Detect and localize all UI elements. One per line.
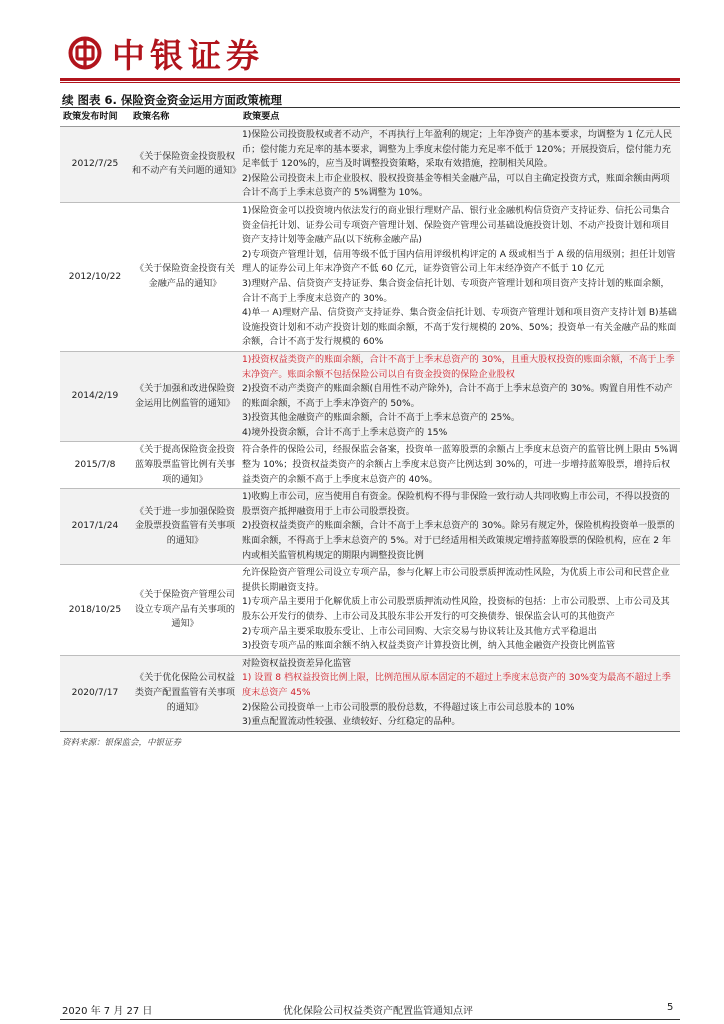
table-title: 续 图表 6. 保险资金资金运用方面政策梳理 — [62, 93, 282, 107]
policy-point: 2)投资不动产类资产的账面余额(自用性不动产除外)，合计不高于上季末总资产的 30%。购置自用性不动产的账面余额，不高于上季末净资产的 50%。 — [242, 384, 673, 409]
policy-point: 1)保险资金可以投资境内依法发行的商业银行理财产品、银行业金融机构信贷资产支持证券、信托公司集合资金信托计划、证券公司专项资产管理计划、保险资产管理公司基础设施投资计划、不动产投资计划和项目资产支持计划等金融产品(以下统称金融产品) — [242, 205, 670, 246]
policy-points — [240, 351, 680, 442]
header-divider — [60, 78, 680, 81]
footer-date: 2020 年 7 月 27 日 — [62, 1006, 153, 1017]
column-header-date: 政策发布时间 — [60, 109, 130, 127]
policy-date: 2014/2/19 — [60, 351, 130, 442]
table-row — [60, 655, 680, 731]
policy-name: 《关于优化保险公司权益类资产配置监管有关事项的通知》 — [130, 655, 240, 731]
policy-point: 3)理财产品、信贷资产支持证券、集合资金信托计划、专项资产管理计划和项目资产支持计划的账面余额，合计不高于上季度末总资产的 30%。 — [242, 278, 670, 304]
policy-name: 《关于保险资金投资有关金融产品的通知》 — [130, 202, 240, 351]
policy-points — [240, 202, 680, 351]
table-row — [60, 489, 680, 565]
table-row — [60, 442, 680, 489]
title-rule — [60, 107, 680, 108]
policy-points — [240, 565, 680, 656]
column-header-points: 政策要点 — [240, 109, 680, 127]
policy-point: 2)专项资产管理计划，信用等级不低于国内信用评级机构评定的 A 级或相当于 A 级的信用级别；担任计划管理人的证券公司上年末净资产不低 60 亿元，证券资管公司上年末经净资产不低于 10 亿元 — [242, 249, 676, 275]
policy-name: 《关于提高保险资金投资蓝筹股票监管比例有关事项的通知》 — [130, 442, 240, 489]
policy-point: 符合条件的保险公司，经报保监会备案，投资单一蓝筹股票的余额占上季度末总资产的监管比例上限由 5%调整为 10%；投资权益类资产的余额占上季度末总资产比例达到 30%的，可进一步增持蓝筹股票，增持后权益类资产的余额不高于上季度末总资产的 40%。 — [242, 445, 678, 485]
table-row — [60, 202, 680, 351]
header-divider-thin — [60, 82, 680, 83]
policy-point: 2)投资权益类资产的账面余额，合计不高于上季末总资产的 30%。除另有规定外，保险机构投资单一股票的账面余额，不得高于上季末总资产的 5%。对于已经适用相关政策规定增持蓝筹股票的保险机构，应在 2 年内或相关监管机构规定的期限内调整投资比例 — [242, 521, 675, 561]
policy-point: 2)专项产品主要采取股东受让、上市公司回购、大宗交易与协议转让及其他方式平稳退出 — [242, 626, 597, 637]
policy-date: 2017/1/24 — [60, 489, 130, 565]
page-header — [0, 0, 724, 80]
policy-points — [240, 489, 680, 565]
policy-name: 《关于进一步加强保险资金股票投资监管有关事项的通知》 — [130, 489, 240, 565]
table-row — [60, 565, 680, 656]
policy-point-highlighted: 1) 设置 8 档权益投资比例上限，比例范围从原本固定的不超过上季度末总资产的 30%变为最高不超过上季度末总资产 45% — [242, 673, 671, 698]
policy-point: 3)投资专项产品的账面余额不纳入权益类资产计算投资比例，纳入其他金融资产投资比例监管 — [242, 641, 616, 652]
policy-points — [240, 442, 680, 489]
policy-date: 2012/10/22 — [60, 202, 130, 351]
policy-point: 2)保险公司投资未上市企业股权、股权投资基金等相关金融产品，可以自主确定投资方式，账面余额由两项合计不高于上季末总资产的 5%调整为 10%。 — [242, 173, 670, 199]
policy-date: 2015/7/8 — [60, 442, 130, 489]
policy-name: 《关于保险资产管理公司设立专项产品有关事项的通知》 — [130, 565, 240, 656]
policy-point: 1)收购上市公司，应当使用自有资金。保险机构不得与非保险一致行动人共同收购上市公司，不得以投资的股票资产抵押融资用于上市公司股票投资。 — [242, 492, 670, 517]
policy-date: 2012/7/25 — [60, 127, 130, 203]
policy-date: 2018/10/25 — [60, 565, 130, 656]
source-note: 资料来源：银保监会，中银证券 — [62, 738, 182, 748]
policy-table — [60, 109, 680, 732]
policy-points — [240, 127, 680, 203]
table-row — [60, 351, 680, 442]
policy-point: 4)境外投资余额，合计不高于上季末总资产的 15% — [242, 427, 448, 438]
policy-point-highlighted: 1)投资权益类资产的账面余额，合计不高于上季末总资产的 30%，且重大股权投资的账面余额，不高于上季末净资产。账面余额不包括保险公司以自有资金投资的保险企业股权 — [242, 354, 675, 380]
footer-title: 优化保险公司权益类资产配置监管通知点评 — [283, 1006, 473, 1017]
policy-name: 《关于保险资金投资股权和不动产有关问题的通知》 — [130, 127, 240, 203]
policy-point: 3)投资其他金融资产的账面余额，合计不高于上季末总资产的 25%。 — [242, 413, 520, 424]
policy-table-body — [60, 127, 680, 732]
policy-point: 1)专项产品主要用于化解优质上市公司股票质押流动性风险，投资标的包括：上市公司股票、上市公司及其股东公开发行的债券、上市公司及其股东非公开发行的可交换债券、银保监会认可的其他资产 — [242, 597, 670, 622]
policy-name: 《关于加强和改进保险资金运用比例监管的通知》 — [130, 351, 240, 442]
table-header-row — [60, 109, 680, 127]
policy-point: 1)保险公司投资股权或者不动产，不再执行上年盈利的规定；上年净资产的基本要求，均调整为 1 亿元人民币；偿付能力充足率的基本要求，调整为上季度末偿付能力充足率不低于 120%；开展投资后，偿付能力充足率低于 120%的，应当及时调整投资策略，采取有效措施，控制相关风险。 — [242, 130, 673, 170]
column-header-name: 政策名称 — [130, 109, 240, 127]
policy-point: 对险资权益投资差异化监管 — [242, 658, 352, 669]
page-number: 5 — [667, 1002, 674, 1013]
bank-of-china-logo-icon — [68, 36, 102, 70]
policy-points — [240, 655, 680, 731]
brand-name: 中银证券 — [112, 36, 264, 75]
policy-point: 2)保险公司投资单一上市公司股票的股份总数，不得超过该上市公司总股本的 10% — [242, 702, 575, 713]
policy-point: 允许保险资产管理公司设立专项产品，参与化解上市公司股票质押流动性风险，为优质上市公司和民营企业提供长期融资支持。 — [242, 568, 670, 593]
policy-date: 2020/7/17 — [60, 655, 130, 731]
policy-point: 4)单一 A)理财产品、信贷资产支持证券、集合资金信托计划、专项资产管理计划和项目资产支持计划 B)基础设施投资计划和不动产投资计划的账面余额，不高于发行规模的 20%、50%；投资单一有关金融产品的账面余额，合计不高于发行规模的 60% — [242, 308, 677, 348]
policy-point: 3)重点配置流动性较强、业绩较好、分红稳定的品种。 — [242, 717, 461, 728]
footer-divider — [60, 1019, 680, 1020]
table-row — [60, 127, 680, 203]
